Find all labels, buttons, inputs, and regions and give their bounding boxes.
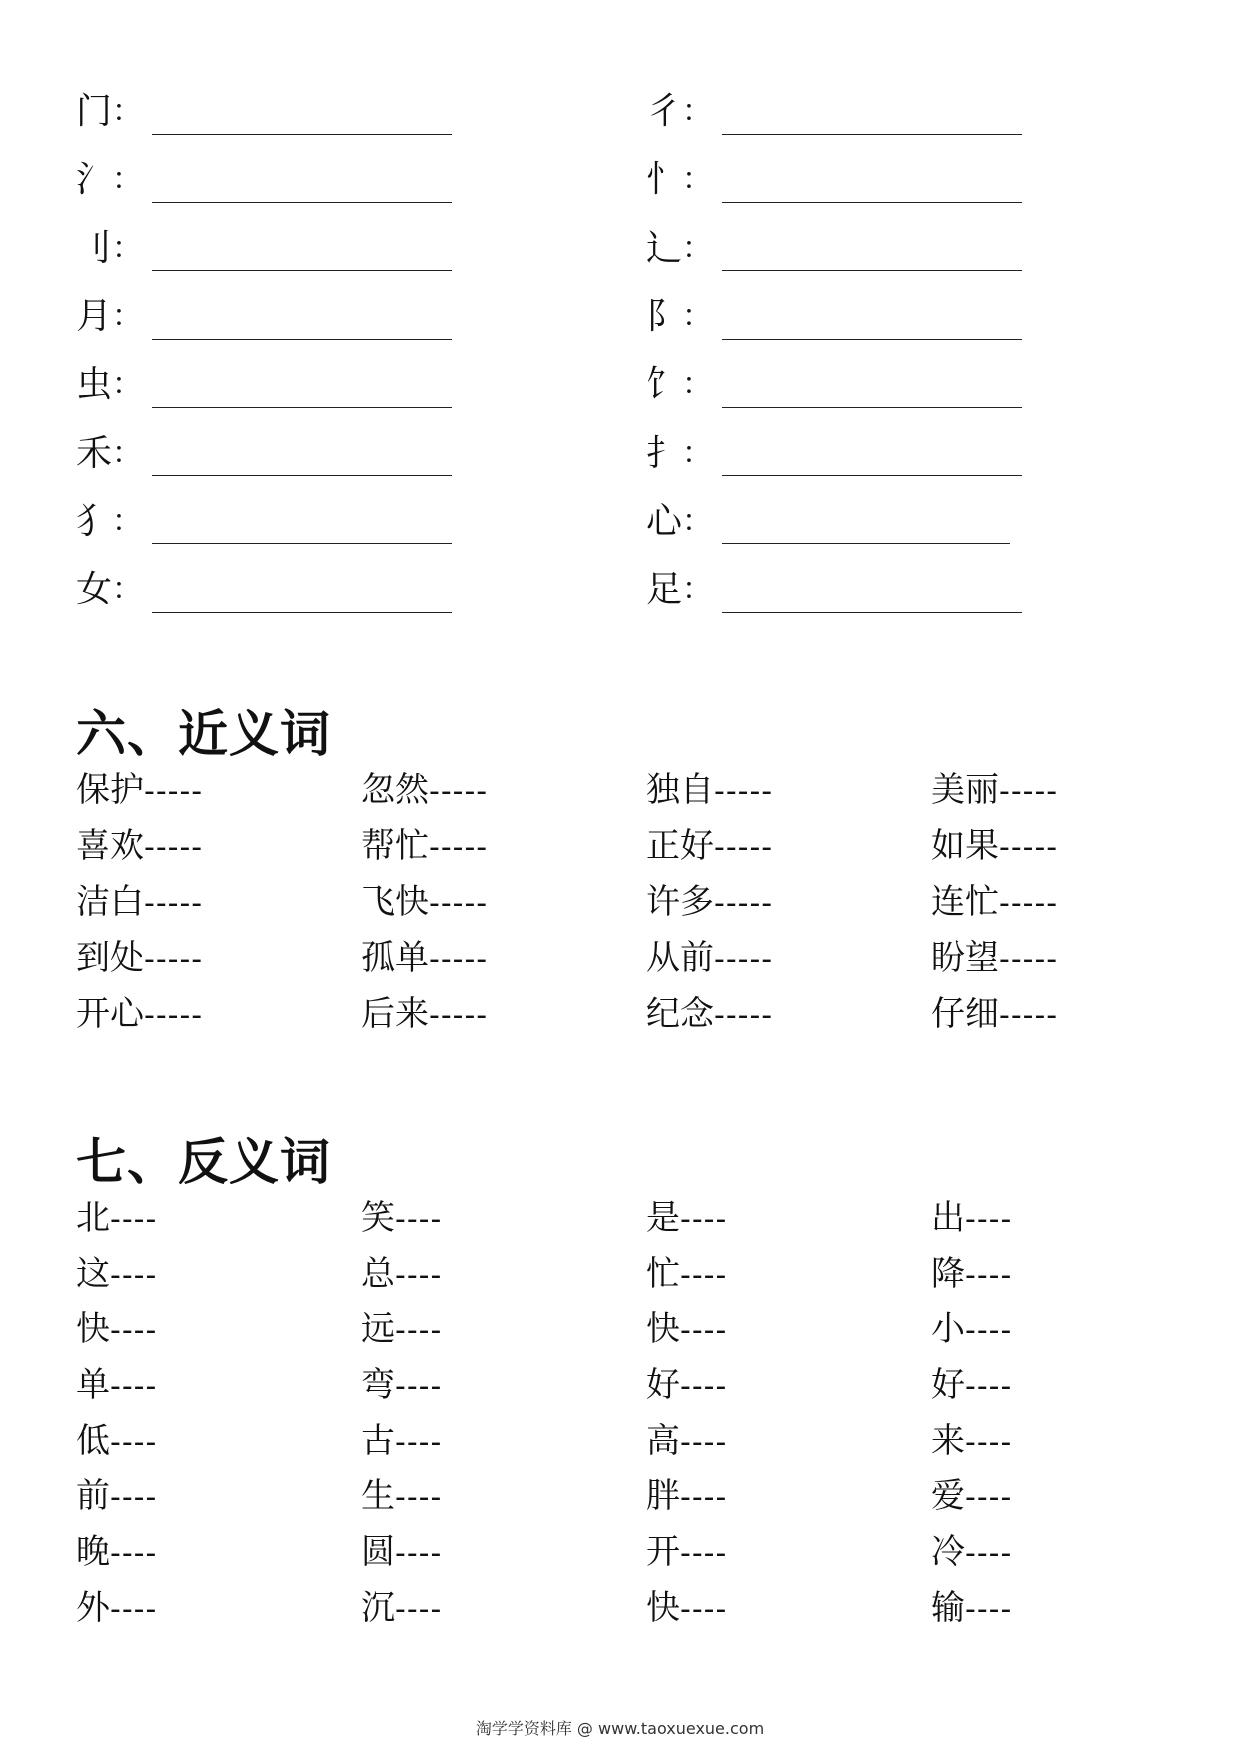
word-item [931,1580,1176,1636]
word-text: 洁白 [76,882,144,922]
answer-blank[interactable]: ----- [144,774,204,809]
word-item [76,930,361,986]
radical-row [646,215,1106,283]
word-item [646,1301,931,1357]
word-item [361,930,646,986]
radical-char: 扌 [646,432,683,474]
word-text: 正好 [646,826,714,866]
answer-blank[interactable]: ---- [965,1369,1013,1405]
radical-char: 心 [646,500,683,542]
word-item [931,986,1176,1042]
answer-blank[interactable]: ----- [999,830,1059,865]
answer-blank[interactable]: ----- [144,998,204,1033]
word-text: 仔细 [931,994,999,1034]
radical-char: 女 [76,569,113,611]
word-item [646,1246,931,1302]
word-text: 快 [646,1587,680,1628]
answer-line[interactable] [722,90,1022,135]
radical-column-left [76,78,536,624]
radical-row [76,488,536,556]
radical-colon: ： [682,299,713,335]
answer-blank[interactable]: ----- [999,942,1059,977]
word-item [931,1301,1176,1357]
radical-row [646,556,1106,624]
answer-line[interactable] [722,158,1022,203]
answer-blank[interactable]: ----- [714,942,774,977]
answer-blank[interactable]: ----- [429,942,489,977]
word-item [646,762,931,818]
word-text: 孤单 [361,938,429,978]
word-item [931,1524,1176,1580]
word-item [361,1580,646,1636]
radical-char: 足 [646,569,683,611]
word-text: 爱 [931,1476,965,1517]
word-text: 盼望 [931,938,999,978]
word-item [76,1524,361,1580]
answer-line[interactable] [722,226,1022,271]
answer-blank[interactable]: ---- [680,1202,728,1237]
answer-blank[interactable]: ----- [714,774,774,809]
answer-line[interactable] [722,568,1022,613]
radical-row [76,283,536,351]
radical-row [646,419,1106,487]
word-text: 来 [931,1420,965,1461]
radical-char: 月 [76,296,113,338]
word-item [931,1468,1176,1524]
word-item [646,874,931,930]
word-item [361,986,646,1042]
radical-colon: ： [682,572,713,608]
radical-row [76,351,536,419]
radical-row [76,146,536,214]
word-text: 总 [361,1253,395,1294]
word-text: 独自 [646,770,714,810]
answer-line[interactable] [722,499,1010,544]
word-text: 晚 [76,1532,110,1573]
word-text: 纪念 [646,994,714,1034]
word-item [361,1413,646,1469]
answer-line[interactable] [722,363,1022,408]
word-item [76,1246,361,1302]
word-text: 单 [76,1365,110,1406]
word-text: 飞快 [361,882,429,922]
word-text: 到处 [76,938,144,978]
radical-colon: ： [112,94,143,130]
radical-char: 门 [76,91,113,133]
word-item [361,762,646,818]
answer-blank[interactable]: ---- [395,1424,443,1460]
word-text: 后来 [361,994,429,1034]
word-text: 帮忙 [361,826,429,866]
section-title-antonyms: 七、反义词 [76,1132,331,1191]
radical-char: 阝 [646,296,683,338]
answer-blank[interactable]: ---- [680,1591,728,1627]
radical-row [76,419,536,487]
answer-blank[interactable]: ---- [680,1369,728,1405]
radical-char: 彳 [646,91,683,133]
synonym-grid [76,762,1176,1042]
word-text: 高 [646,1420,680,1461]
word-item [931,1246,1176,1302]
word-text: 外 [76,1587,110,1628]
word-item [361,1246,646,1302]
word-item [361,1524,646,1580]
answer-blank[interactable]: ----- [714,998,774,1033]
answer-blank[interactable]: ---- [680,1536,728,1572]
word-item [361,1301,646,1357]
answer-blank[interactable]: ---- [680,1257,728,1293]
answer-line[interactable] [722,295,1022,340]
word-text: 生 [361,1476,395,1517]
word-item [76,874,361,930]
word-item [76,986,361,1042]
answer-blank[interactable]: ----- [144,830,204,865]
radical-colon: ： [112,299,143,335]
radical-row [646,351,1106,419]
answer-blank[interactable]: ----- [429,830,489,865]
radical-colon: ： [682,162,713,198]
answer-blank[interactable]: ----- [429,886,489,921]
word-item [646,818,931,874]
word-item [931,930,1176,986]
word-text: 开心 [76,994,144,1034]
radical-char: 刂 [76,227,113,269]
answer-blank[interactable]: ---- [965,1202,1013,1237]
antonym-grid [76,1190,1176,1636]
answer-blank[interactable]: ---- [680,1313,728,1349]
radical-row [646,146,1106,214]
word-text: 古 [361,1420,395,1461]
radical-row [646,488,1106,556]
answer-blank[interactable]: ---- [680,1480,728,1516]
answer-line[interactable] [722,431,1022,476]
radical-row [646,283,1106,351]
page-footer: 淘学学资料库 @ www.taoxuexue.com [475,1719,765,1738]
radical-row [646,78,1106,146]
radical-char: 虫 [76,364,113,406]
answer-blank[interactable]: ---- [110,1591,158,1627]
answer-blank[interactable]: ----- [999,774,1059,809]
word-item [646,1413,931,1469]
answer-blank[interactable]: ---- [110,1536,158,1572]
word-item [361,874,646,930]
radical-char: 饣 [646,364,683,406]
radical-colon: ： [682,94,713,130]
answer-line[interactable] [152,158,452,203]
answer-line[interactable] [152,499,452,544]
answer-blank[interactable]: ----- [714,830,774,865]
word-text: 沉 [361,1587,395,1628]
answer-blank[interactable]: ---- [395,1202,443,1237]
word-item [931,818,1176,874]
word-text: 开 [646,1532,680,1573]
word-text: 低 [76,1420,110,1461]
word-text: 喜欢 [76,826,144,866]
answer-blank[interactable]: ---- [395,1536,443,1572]
answer-blank[interactable]: ---- [965,1424,1013,1460]
word-item [361,818,646,874]
word-text: 忙 [646,1253,680,1294]
answer-blank[interactable]: ---- [965,1536,1013,1572]
word-item [931,1357,1176,1413]
answer-blank[interactable]: ----- [429,774,489,809]
word-item [931,1190,1176,1246]
section-title-synonyms: 六、近义词 [76,704,331,763]
word-item [646,1357,931,1413]
answer-blank[interactable]: ---- [680,1424,728,1460]
word-item [931,874,1176,930]
word-item [361,1190,646,1246]
answer-blank[interactable]: ----- [144,942,204,977]
answer-blank[interactable]: ---- [110,1257,158,1293]
word-item [76,1580,361,1636]
word-item [76,1301,361,1357]
word-text: 笑 [361,1198,395,1238]
answer-blank[interactable]: ---- [395,1313,443,1349]
radical-char: 犭 [76,500,113,542]
answer-line[interactable] [152,90,452,135]
answer-blank[interactable]: ----- [999,886,1059,921]
answer-line[interactable] [152,431,452,476]
word-item [931,762,1176,818]
radical-colon: ： [112,435,143,471]
word-text: 弯 [361,1365,395,1406]
radical-row [76,215,536,283]
answer-blank[interactable]: ---- [395,1257,443,1293]
answer-blank[interactable]: ---- [965,1257,1013,1293]
answer-blank[interactable]: ---- [965,1480,1013,1516]
word-text: 胖 [646,1476,680,1517]
answer-blank[interactable]: ----- [999,998,1059,1033]
answer-blank[interactable]: ---- [965,1591,1013,1627]
word-item [76,1190,361,1246]
word-text: 输 [931,1587,965,1628]
answer-blank[interactable]: ---- [110,1369,158,1405]
answer-blank[interactable]: ---- [395,1369,443,1405]
radical-colon: ： [112,367,143,403]
answer-blank[interactable]: ---- [395,1591,443,1627]
answer-blank[interactable]: ---- [110,1313,158,1349]
radical-char: 禾 [76,432,113,474]
word-text: 出 [931,1198,965,1238]
radical-char: 辶 [646,227,683,269]
word-text: 好 [931,1365,965,1406]
word-text: 快 [646,1309,680,1350]
word-text: 快 [76,1309,110,1350]
word-item [931,1413,1176,1469]
radical-colon: ： [682,367,713,403]
word-item [646,1190,931,1246]
word-item [646,1468,931,1524]
word-item [646,986,931,1042]
word-text: 连忙 [931,882,999,922]
word-text: 降 [931,1253,965,1294]
word-item [76,762,361,818]
answer-line[interactable] [152,568,452,613]
word-text: 这 [76,1253,110,1294]
word-text: 许多 [646,882,714,922]
radical-row [76,78,536,146]
word-item [646,1524,931,1580]
radical-colon: ： [682,435,713,471]
answer-blank[interactable]: ----- [144,886,204,921]
answer-blank[interactable]: ---- [110,1424,158,1460]
radical-colon: ： [682,503,713,539]
answer-blank[interactable]: ----- [429,998,489,1033]
radical-colon: ： [682,230,713,266]
word-text: 远 [361,1309,395,1350]
radical-column-right [646,78,1106,624]
word-text: 保护 [76,770,144,810]
word-item [361,1357,646,1413]
word-text: 忽然 [361,770,429,810]
radical-colon: ： [112,572,143,608]
answer-blank[interactable]: ----- [714,886,774,921]
word-text: 从前 [646,938,714,978]
word-text: 如果 [931,826,999,866]
word-item [361,1468,646,1524]
word-text: 冷 [931,1532,965,1573]
radical-char: 忄 [646,159,683,201]
radical-colon: ： [112,503,143,539]
word-item [76,1357,361,1413]
word-item [646,930,931,986]
answer-line[interactable] [152,363,452,408]
word-item [76,818,361,874]
word-text: 圆 [361,1532,395,1573]
radical-colon: ： [112,162,143,198]
word-text: 是 [646,1198,680,1238]
answer-blank[interactable]: ---- [110,1480,158,1516]
answer-line[interactable] [152,295,452,340]
answer-blank[interactable]: ---- [395,1480,443,1516]
word-text: 前 [76,1476,110,1517]
word-text: 小 [931,1309,965,1350]
answer-blank[interactable]: ---- [965,1313,1013,1349]
answer-blank[interactable]: ---- [110,1202,158,1237]
radical-colon: ： [112,230,143,266]
word-text: 美丽 [931,770,999,810]
word-item [646,1580,931,1636]
word-text: 好 [646,1365,680,1406]
word-item [76,1413,361,1469]
word-text: 北 [76,1198,110,1238]
answer-line[interactable] [152,226,452,271]
radical-row [76,556,536,624]
word-item [76,1468,361,1524]
radical-char: 氵 [76,159,113,201]
